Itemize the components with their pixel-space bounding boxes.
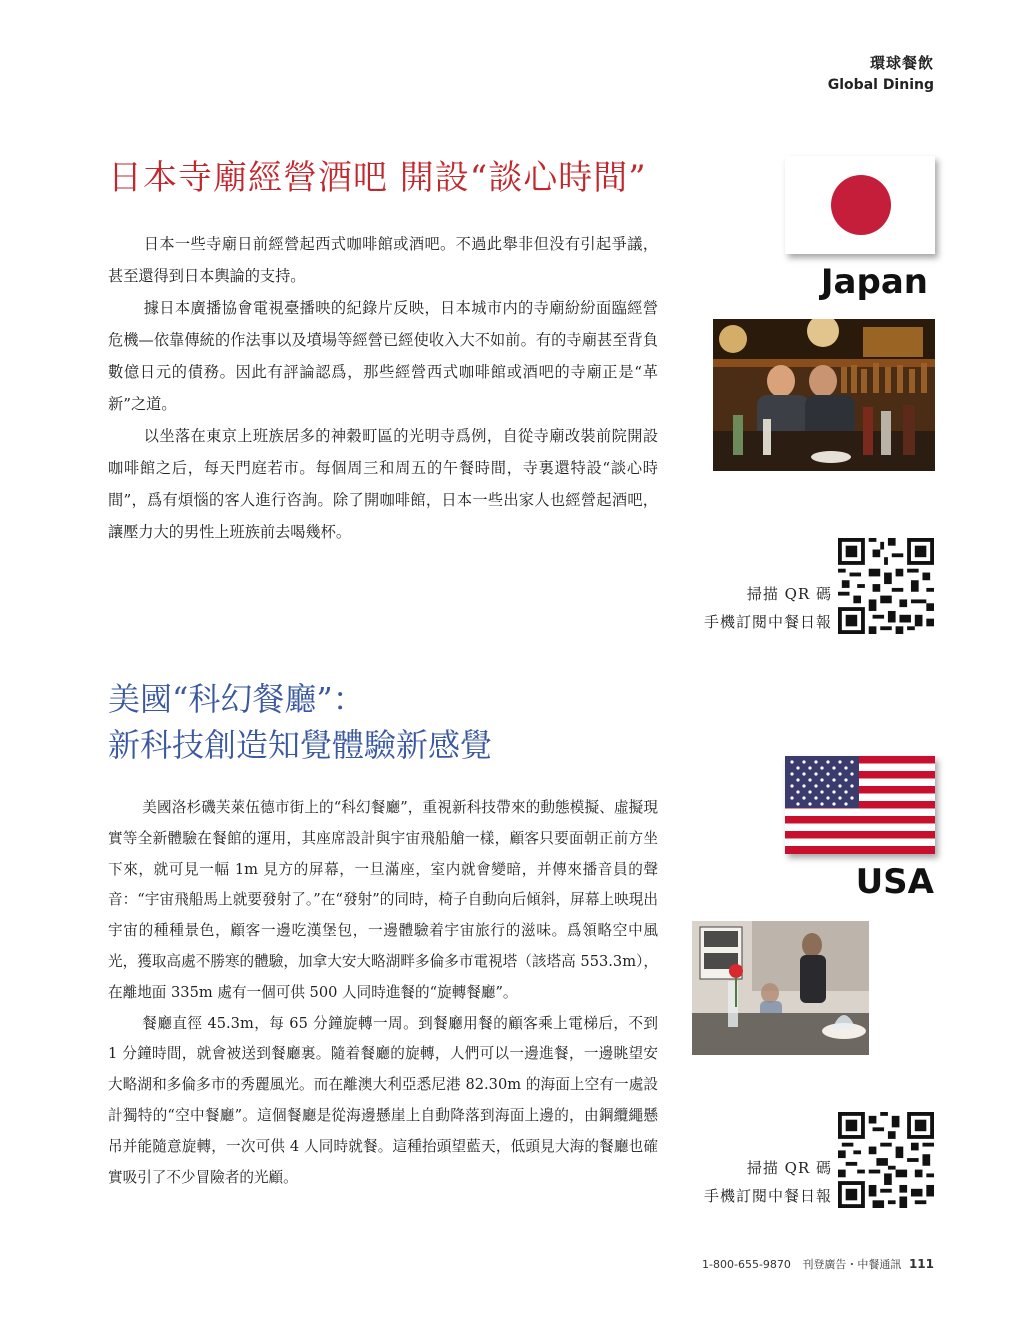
usa-restaurant-photo-illustration	[692, 921, 869, 1055]
usa-flag-graphic	[785, 756, 935, 854]
usa-flag	[785, 756, 935, 854]
usa-restaurant-photo	[692, 921, 869, 1055]
paragraph: 餐廳直徑 45.3m，每 65 分鐘旋轉一周。到餐廳用餐的顧客乘上電梯后，不到 1 分鐘時間，就會被送到餐廳裏。隨着餐廳的旋轉，人們可以一邊進餐，一邊眺望安大略湖和多倫多市的秀麗風光。而在離澳大利亞悉尼港 82.30m 的海面上空有一處設計獨特的“空中餐廳”。這個餐廳是從海邊懸崖上自動降落到海面上邊的，由鋼纜繩懸吊并能隨意旋轉，一次可供 4 人同時就餐。這種抬頭望藍天，低頭見大海的餐廳也確實吸引了不少冒險者的光顧。	[108, 1014, 658, 1186]
paragraph: 美國洛杉磯芙萊伍德市街上的“科幻餐廳”，重視新科技帶來的動態模擬、虛擬現實等全新體驗在餐館的運用，其座席設計與宇宙飛船艙一樣，顧客只要面朝正前方坐下來，就可見一幅 1m 見方的屏幕，一旦滿座，室内就會變暗，并傳來播音員的聲音：“宇宙飛船馬上就要發射了。”在“發射”的同時，椅子自動向后傾斜，屏幕上映現出宇宙的種種景色，顧客一邊吃漢堡包，一邊體驗着宇宙旅行的滋味。爲領略空中風光，獲取高處不勝寒的體驗，加拿大安大略湖畔多倫多市電視塔（該塔高 553.3m），在離地面 335m 處有一個可供 500 人同時進餐的“旋轉餐廳”。	[108, 799, 658, 1001]
section-header	[828, 52, 934, 93]
qr-code-icon[interactable]	[838, 538, 934, 634]
qr-caption-line2: 手機訂閱中餐日報	[703, 613, 832, 631]
usa-article-body	[108, 793, 658, 1193]
paragraph: 日本一些寺廟日前經營起西式咖啡館或酒吧。不過此舉非但没有引起爭議，甚至還得到日本輿論的支持。	[108, 235, 658, 285]
japan-bar-photo	[713, 319, 935, 471]
japan-bar-photo-illustration	[713, 319, 935, 471]
japan-flag-disc	[831, 175, 891, 235]
paragraph: 以坐落在東京上班族居多的神穀町區的光明寺爲例，自從寺廟改裝前院開設咖啡館之后，每天門庭若市。每個周三和周五的午餐時間，寺裏還特設“談心時間”，爲有煩惱的客人進行咨詢。除了開咖啡館，日本一些出家人也經營起酒吧，讓壓力大的男性上班族前去喝幾杯。	[108, 427, 658, 541]
footer-text: 刊登廣告・中餐通訊	[802, 1258, 902, 1271]
qr-caption-line2: 手機訂閱中餐日報	[703, 1187, 832, 1205]
qr-caption-line1: 掃描 QR 碼	[746, 1159, 832, 1177]
page-footer	[702, 1256, 934, 1272]
paragraph: 據日本廣播協會電視臺播映的紀錄片反映，日本城市内的寺廟紛紛面臨經營危機—依靠傳統的作法事以及墳場等經營已經使收入大不如前。有的寺廟甚至背負數億日元的債務。因此有評論認爲，那些經營西式咖啡館或酒吧的寺廟正是“革新”之道。	[108, 299, 658, 413]
section-title-zh: 環球餐飲	[869, 54, 934, 72]
usa-title-line2: 新科技創造知覺體驗新感覺	[108, 726, 493, 764]
country-label-usa: USA	[855, 862, 934, 902]
japan-flag	[785, 156, 935, 254]
japan-article-title: 日本寺廟經營酒吧 開設“談心時間”	[108, 158, 647, 198]
japan-qr-block	[674, 538, 934, 634]
qr-caption	[704, 1154, 832, 1210]
footer-phone: 1-800-655-9870	[702, 1258, 791, 1271]
country-label-japan: Japan	[820, 262, 928, 302]
qr-code-icon[interactable]	[838, 1112, 934, 1208]
qr-caption	[704, 580, 832, 636]
usa-title-line1: 美國“科幻餐廳”：	[108, 680, 365, 718]
usa-article-title	[108, 676, 492, 768]
section-title-en: Global Dining	[827, 77, 934, 93]
qr-caption-line1: 掃描 QR 碼	[746, 585, 832, 603]
japan-article-body	[108, 228, 658, 548]
usa-qr-block	[674, 1112, 934, 1208]
page-number: 111	[908, 1257, 934, 1271]
